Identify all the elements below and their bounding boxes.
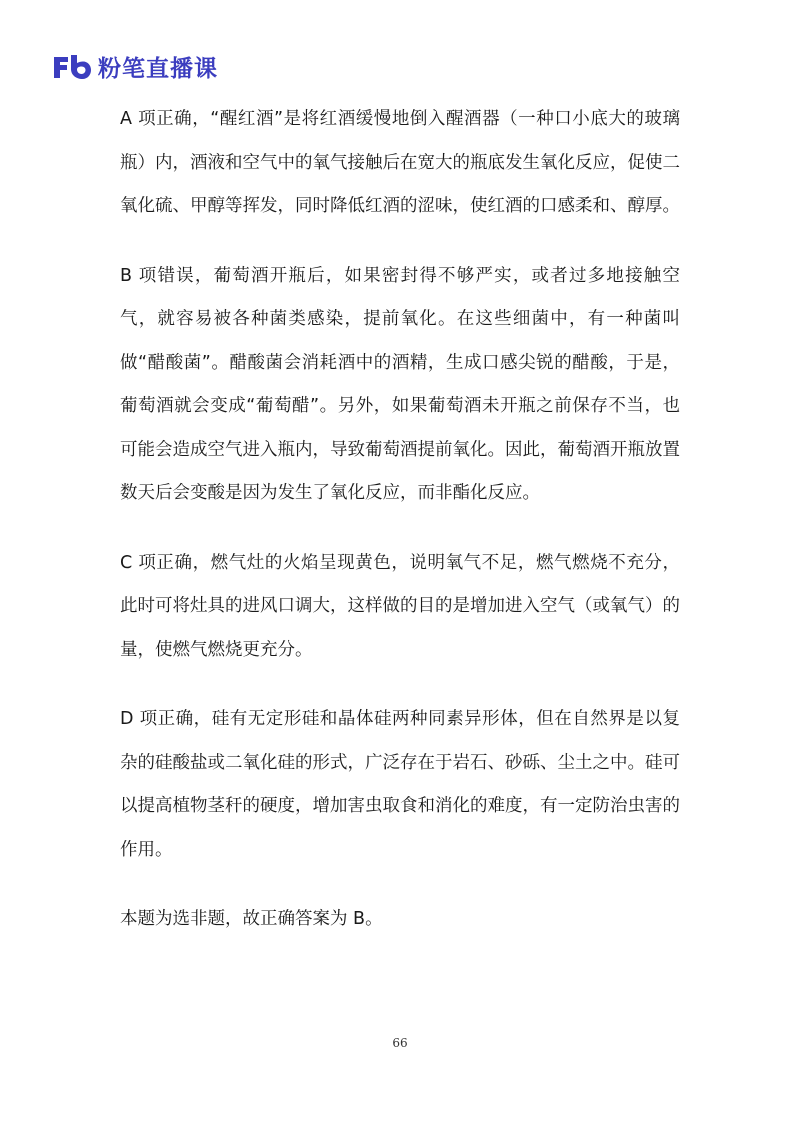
page-number: 66 bbox=[392, 1036, 408, 1050]
fb-logo-icon bbox=[52, 53, 92, 81]
paragraph-conclusion: 本题为选非题，故正确答案为 B。 bbox=[120, 909, 383, 929]
brand-title: 粉笔直播课 bbox=[98, 56, 218, 82]
document-body bbox=[120, 98, 680, 968]
paragraph-option-b: B 项错误，葡萄酒开瓶后，如果密封得不够严实，或者过多地接触空气，就容易被各种菌类感染，提前氧化。在这些细菌中，有一种菌叫做“醋酸菌”。醋酸菌会消耗酒中的酒精，生成口感尖锐的醋酸，于是，葡萄酒就会变成“葡萄醋”。另外，如果葡萄酒未开瓶之前保存不当，也可能会造成空气进入瓶内，导致葡萄酒提前氧化。因此，葡萄酒开瓶放置数天后会变酸是因为发生了氧化反应，而非酯化反应。 bbox=[120, 265, 680, 503]
header bbox=[52, 50, 218, 83]
paragraph-option-c: C 项正确，燃气灶的火焰呈现黄色，说明氧气不足，燃气燃烧不充分，此时可将灶具的进风口调大，这样做的目的是增加进入空气（或氧气）的量，使燃气燃烧更充分。 bbox=[120, 552, 680, 660]
paragraph-option-d: D 项正确，硅有无定形硅和晶体硅两种同素异形体，但在自然界是以复杂的硅酸盐或二氧化硅的形式，广泛存在于岩石、砂砾、尘土之中。硅可以提高植物茎秆的硬度，增加害虫取食和消化的难度，有一定防治虫害的作用。 bbox=[120, 709, 680, 860]
paragraph-option-a: A 项正确，“醒红酒”是将红酒缓慢地倒入醒酒器（一种口小底大的玻璃瓶）内，酒液和空气中的氧气接触后在宽大的瓶底发生氧化反应，促使二氧化硫、甲醇等挥发，同时降低红酒的涩味，使红酒的口感柔和、醇厚。 bbox=[120, 109, 680, 216]
